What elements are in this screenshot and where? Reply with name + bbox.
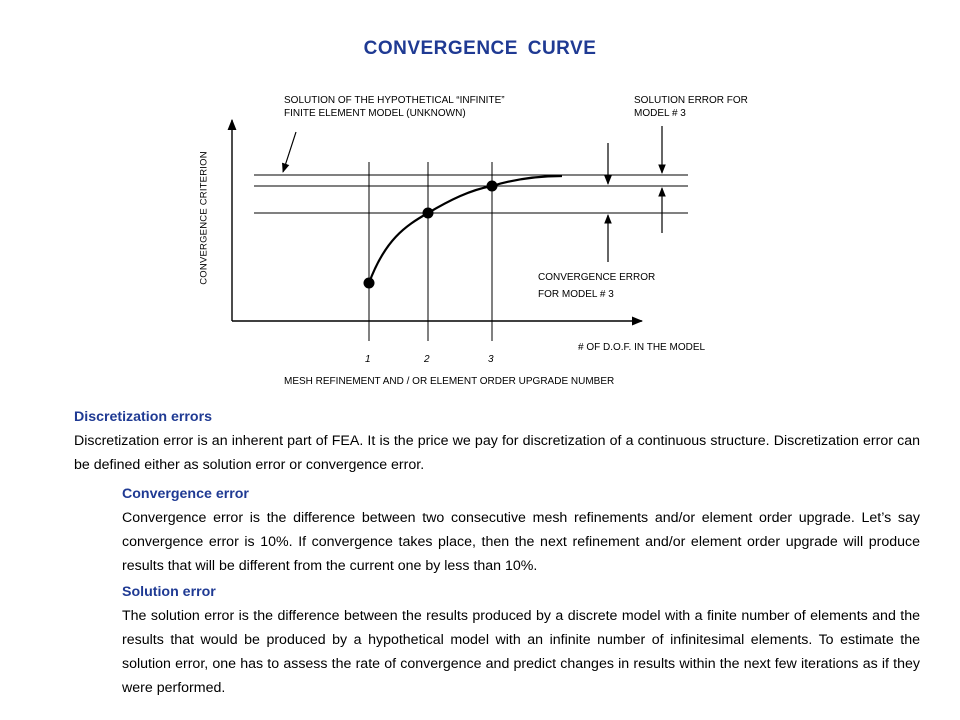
infinite-leader-arrow [283,132,296,172]
infinite-model-label-line1: SOLUTION OF THE HYPOTHETICAL “INFINITE” [284,95,505,106]
model-3-point [487,181,498,192]
convergence-paragraph: Convergence error is the difference between two consecutive mesh refinements and/or element order upgrade. Let’s say convergence error is 10%. If convergence takes place, then the next refinement and/or element order upgrade will produce results that will be different from the current one by less than 10%. [122,510,920,574]
model-1-point [364,278,375,289]
convergence-error-label [538,269,655,303]
tick-label-1: 1 [365,354,371,365]
infinite-model-label-line2: FINITE ELEMENT MODEL (UNKNOWN) [284,108,466,119]
solution-error-label-line2: MODEL # 3 [634,108,686,119]
tick-label-2: 2 [424,354,430,365]
y-axis-label: CONVERGENCE CRITERION [198,151,210,285]
discretization-heading: Discretization errors [74,409,212,425]
convergence-heading: Convergence error [122,486,249,502]
x-axis-label: # OF D.O.F. IN THE MODEL [578,342,706,353]
tick-label-3: 3 [488,354,494,365]
discretization-paragraph: Discretization error is an inherent part of FEA. It is the price we pay for discretization of a continuous structure. Discretization error can be defined either as solution error or convergence error. [74,433,920,473]
solution-error-label-line1: SOLUTION ERROR FOR [634,95,748,106]
convergence-error-label-line2: FOR MODEL # 3 [538,289,614,300]
solution-paragraph: The solution error is the difference between the results produced by a discrete model with a finite number of elements and the results that would be produced by a hypothetical model with an infinite number of infinitesimal elements. To estimate the solution error, one has to assess the rate of convergence and predict changes in results within the next few iterations as if they were performed. [122,608,920,696]
bottom-caption: MESH REFINEMENT AND / OR ELEMENT ORDER UPGRADE NUMBER [284,376,615,387]
page-title: CONVERGENCE CURVE [363,38,597,59]
solution-error-label [634,94,748,120]
discretization-section [74,405,920,477]
convergence-error-label-line1: CONVERGENCE ERROR [538,272,656,283]
convergence-section [122,482,920,578]
solution-section [122,580,920,700]
solution-heading: Solution error [122,584,216,600]
model-2-point [423,208,434,219]
infinite-model-label [284,94,505,120]
convergence-curve [369,176,562,283]
